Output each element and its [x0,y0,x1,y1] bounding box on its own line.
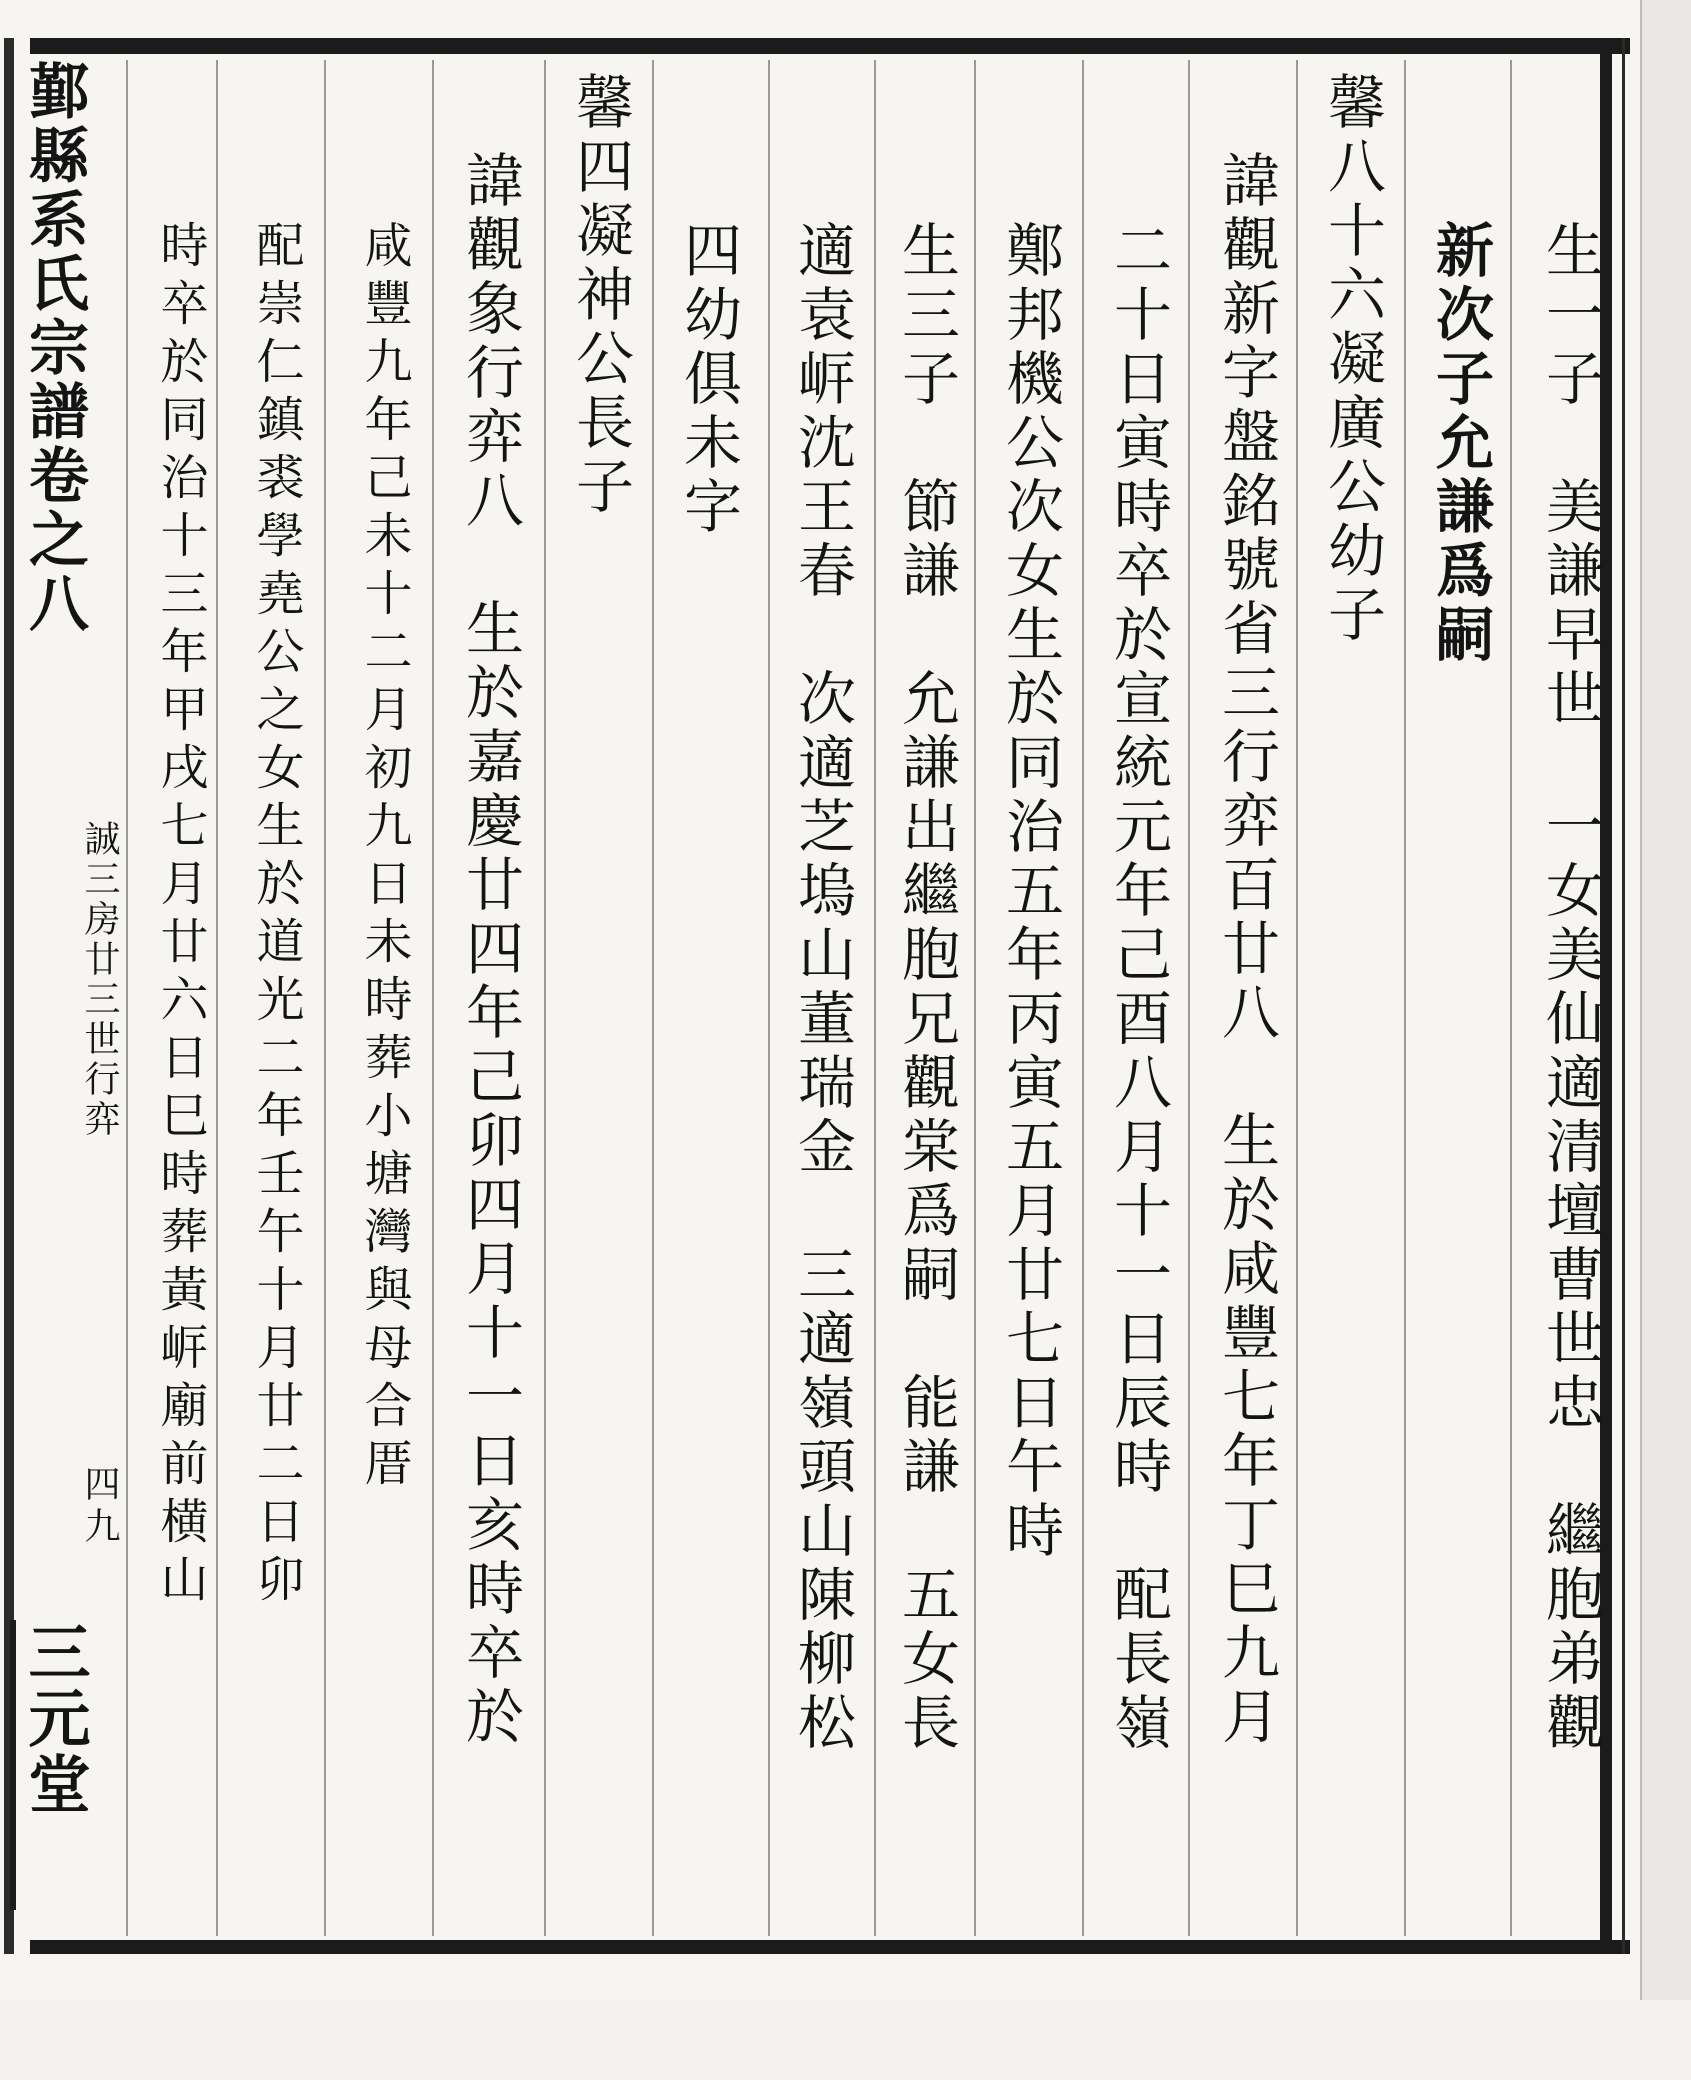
text-column: 二十日寅時卒於宣統元年己酉八月十一日辰時 配長嶺 [1104,220,1172,1756]
text-column: 生一子 美謙早世 一女美仙適清壇曹世忠 繼胞弟觀 [1536,220,1604,1756]
text-column: 配崇仁鎮裘學堯公之女生於道光二年壬午十月廿二日卯 [248,220,304,1612]
spine-branch-label: 誠三房廿三世行弈 [79,820,120,1140]
column-rule [1404,60,1406,1936]
text-column: 鄭邦機公次女生於同治五年丙寅五月廿七日午時 [996,220,1064,1564]
column-rule [652,60,654,1936]
text-column: 新次子允謙爲嗣 [1426,220,1494,668]
column-rule [1510,60,1512,1936]
column-rule [1296,60,1298,1936]
text-column: 諱觀新字盤銘號省三行弈百廿八 生於咸豐七年丁巳九月 [1212,150,1280,1750]
text-column: 時卒於同治十三年甲戌七月廿六日巳時葬黃㟁廟前横山 [152,220,208,1612]
page-number: 四九 [79,1465,120,1549]
hall-name: 三元堂 [18,1620,91,1818]
text-column: 四幼俱未字 [674,220,742,540]
column-rule [1188,60,1190,1936]
frame-right-inner-line [1622,38,1625,1954]
frame-top-border [30,38,1630,54]
text-column: 適袁㟁沈王春 次適芝塢山董瑞金 三適嶺頭山陳柳松 [788,220,856,1756]
text-column-heading: 馨四凝神公長子 [566,72,634,520]
column-rule [874,60,876,1936]
column-rule [768,60,770,1936]
text-column-heading: 馨八十六凝廣公幼子 [1318,72,1386,648]
column-rule [544,60,546,1936]
spine-book-title: 鄞縣系氏宗譜卷之八 [19,60,89,636]
text-column: 生三子 節謙 允謙出繼胞兄觀棠爲嗣 能謙 五女長 [892,220,960,1756]
text-column: 諱觀象行弈八 生於嘉慶廿四年己卯四月十一日亥時卒於 [456,150,524,1750]
column-rule [126,60,128,1936]
column-rule [1082,60,1084,1936]
column-rule [324,60,326,1936]
column-rule [432,60,434,1936]
text-column: 咸豐九年己未十二月初九日未時葬小塘灣與母合厝 [356,220,412,1496]
adjacent-page-edge [1640,0,1691,2000]
column-rule [974,60,976,1936]
